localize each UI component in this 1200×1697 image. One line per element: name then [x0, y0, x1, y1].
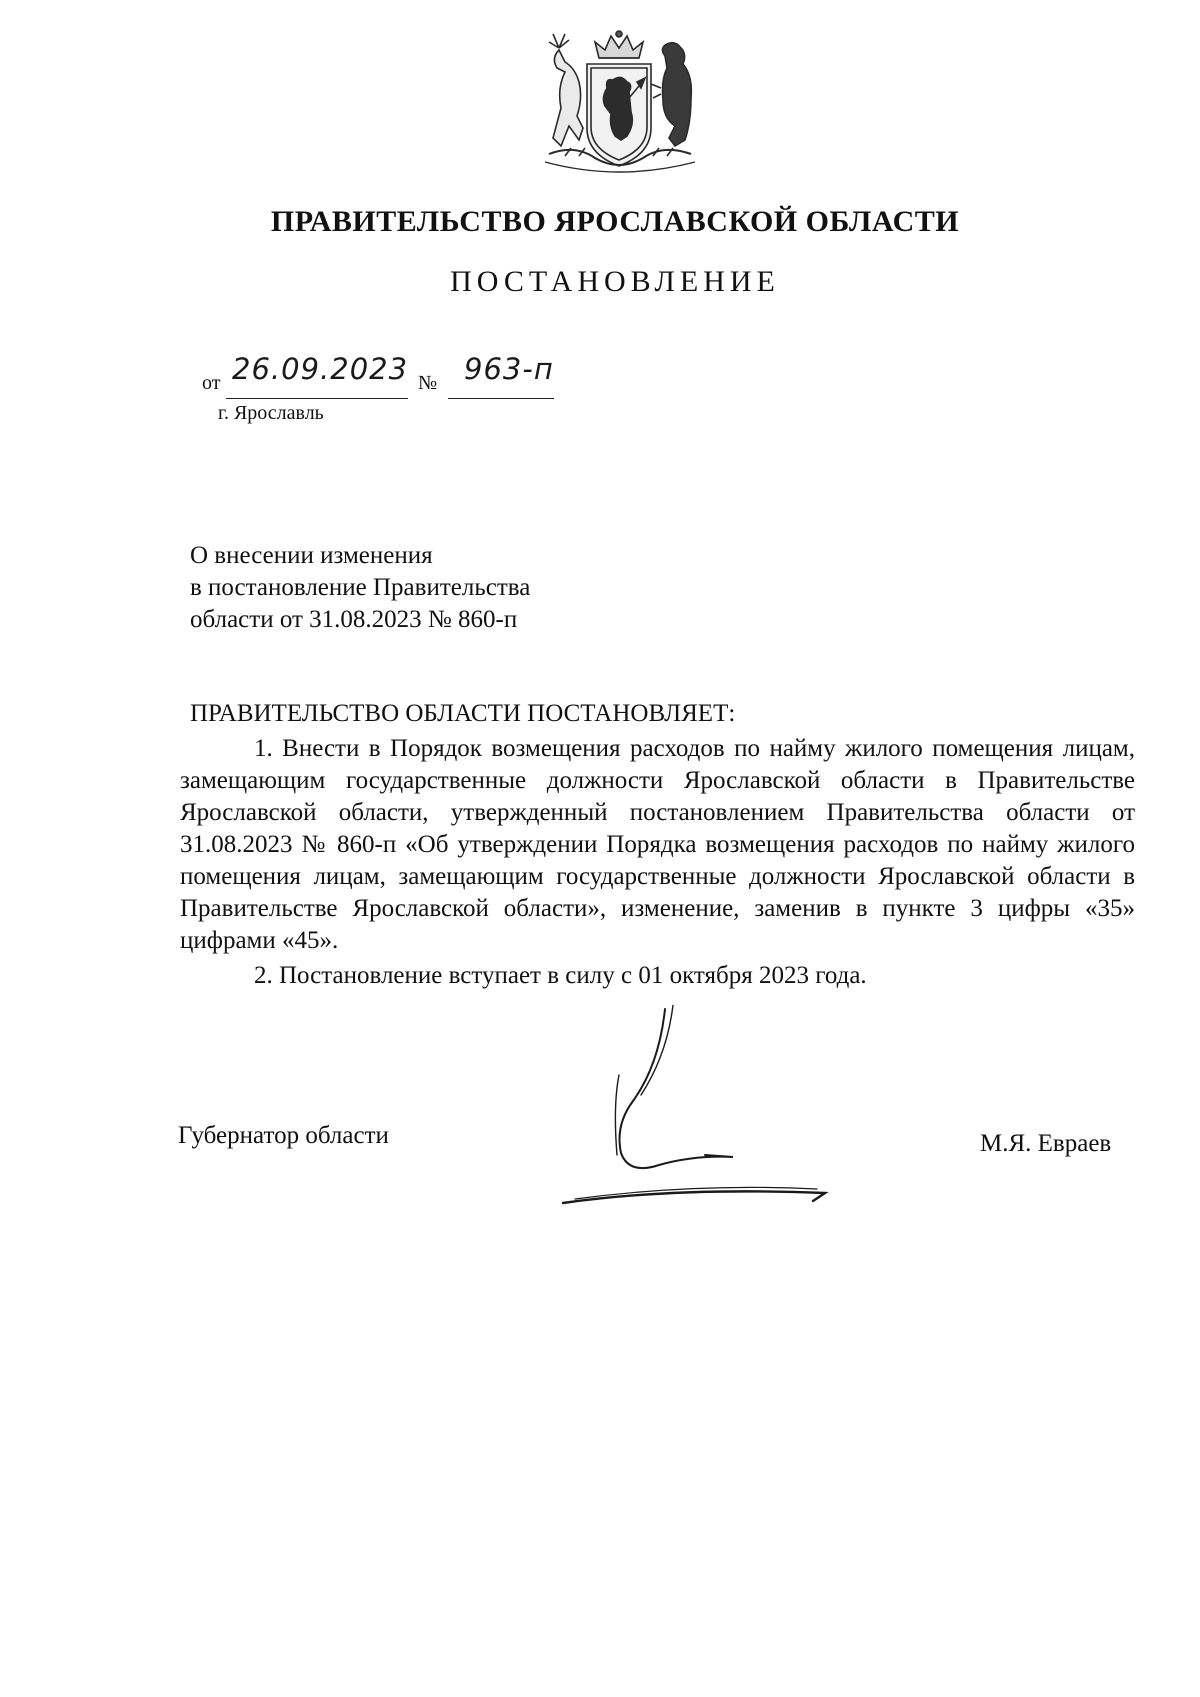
date-number-line	[202, 352, 562, 400]
paragraph-1: 1. Внести в Порядок возмещения расходов по найму жилого помещения лицам, замещающим государственные должности Ярославской области в Правительстве Ярославской области, утвержденный постановлением Правительства области от 31.08.2023 № 860-п «Об утверждении Порядка возмещения расходов по найму жилого помещения лицам, замещающим государственные должности Ярославской области в Правительстве Ярославской области», изменение, заменив в пункте 3 цифры «35» цифрами «45».	[180, 735, 1135, 954]
date-prefix: от	[202, 372, 221, 394]
paragraph-2: 2. Постановление вступает в силу с 01 октября 2023 года.	[254, 962, 867, 989]
government-title: ПРАВИТЕЛЬСТВО ЯРОСЛАВСКОЙ ОБЛАСТИ	[270, 205, 960, 238]
subject-line: О внесении изменения	[190, 542, 433, 569]
coat-of-arms-emblem	[535, 28, 703, 178]
signatory-position: Губернатор области	[178, 1122, 389, 1149]
document-type: ПОСТАНОВЛЕНИЕ	[450, 265, 780, 298]
signatory-name: М.Я. Евраев	[980, 1130, 1112, 1157]
handwritten-date: 26.09.2023	[232, 352, 409, 386]
date-underline	[226, 398, 408, 399]
decree-statement: ПРАВИТЕЛЬСТВО ОБЛАСТИ ПОСТАНОВЛЯЕТ:	[190, 700, 736, 727]
decree-body	[180, 733, 1135, 992]
city: г. Ярославль	[218, 402, 324, 424]
handwritten-signature	[555, 1005, 915, 1225]
number-underline	[448, 398, 554, 399]
subject-block	[190, 540, 530, 636]
number-prefix: №	[418, 372, 438, 394]
handwritten-number: 963-п	[464, 352, 554, 386]
subject-line: области от 31.08.2023 № 860-п	[190, 606, 518, 633]
subject-line: в постановление Правительства	[190, 574, 531, 601]
